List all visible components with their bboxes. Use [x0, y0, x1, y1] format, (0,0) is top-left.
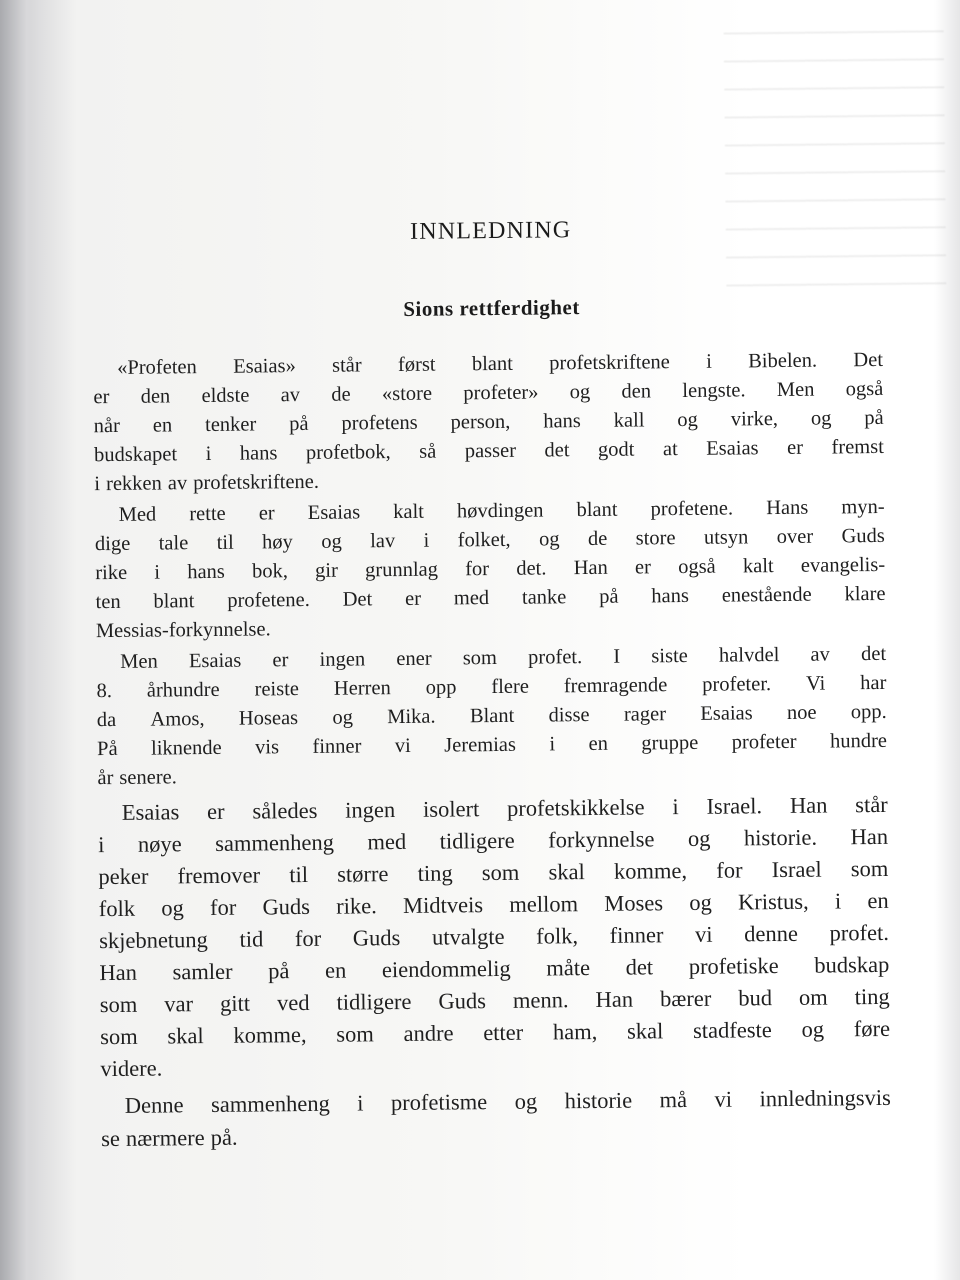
text-line: budskapet i hans profetbok, så passer det godt at Esaias er fremst [93, 435, 884, 467]
chapter-heading: INNLEDNING [409, 217, 572, 245]
text-line: i rekken av profetskriftene. [94, 470, 320, 496]
text-line: når en tenker på profetens person, hans kall og virke, og på [93, 406, 884, 438]
text-line: som var gitt ved tidligere Guds menn. Han bærer bud om ting [99, 983, 890, 1018]
text-line: i nøye sammenheng med tidligere forkynnelse og historie. Han [97, 823, 889, 858]
text-line: Messias-forkynnelse. [95, 618, 271, 643]
text-line: folk og for Guds rike. Midtveis mellom Moses og Kristus, i en [98, 887, 889, 922]
text-line: se nærmere på. [101, 1124, 238, 1152]
text-line: Men Esaias er ingen ener som profet. I siste halvdel av det [120, 642, 887, 673]
show-through-text [724, 30, 947, 292]
text-line: Han samler på en eiendommelig måte det profetiske budskap [99, 951, 890, 986]
text-line: Med rette er Esaias kalt høvdingen blant profetene. Hans myn- [118, 495, 885, 526]
paragraph-1 [93, 346, 884, 499]
text-line: som skal komme, som andre etter ham, skal stadfeste og føre [100, 1015, 891, 1050]
text-line: 8. århundre reiste Herren opp flere fremragende profeter. Vi har [96, 671, 887, 703]
text-line: videre. [100, 1055, 163, 1082]
text-line: «Profeten Esaias» står først blant profetskriftene i Bibelen. Det [117, 348, 884, 379]
text-line: På liknende vis finner vi Jeremias i en gruppe profeter hundre [97, 729, 888, 761]
paragraph-3 [96, 640, 887, 793]
text-line: Esaias er således ingen isolert profetskikkelse i Israel. Han står [121, 791, 888, 825]
binding-gutter-shadow [0, 0, 38, 1280]
text-line: år senere. [97, 766, 177, 790]
text-line: Denne sammenheng i profetisme og historie må vi innledningsvis [124, 1084, 891, 1118]
paragraph-2 [95, 493, 886, 646]
paragraph-4 [98, 789, 891, 1085]
section-subheading: Sions rettferdighet [403, 295, 580, 321]
text-line: dige tale til høy og lav i folket, og de store utsyn over Guds [94, 524, 885, 556]
text-line: ten blant profetene. Det er med tanke på hans enestående klare [95, 582, 886, 614]
text-line: da Amos, Hoseas og Mika. Blant disse rager Esaias noe opp. [96, 700, 887, 732]
text-line: er den eldste av de «store profeter» og den lengste. Men også [93, 377, 884, 409]
paragraph-5 [101, 1081, 892, 1155]
body-text [93, 346, 891, 1157]
text-line: peker fremover til større ting som skal komme, for Israel som [98, 855, 889, 890]
book-page [33, 0, 956, 1280]
text-line: skjebnetung tid for Guds utvalgte folk, finner vi denne profet. [98, 919, 890, 954]
text-line: rike i hans bok, gir grunnlag for det. Han er også kalt evangelis- [95, 553, 886, 585]
